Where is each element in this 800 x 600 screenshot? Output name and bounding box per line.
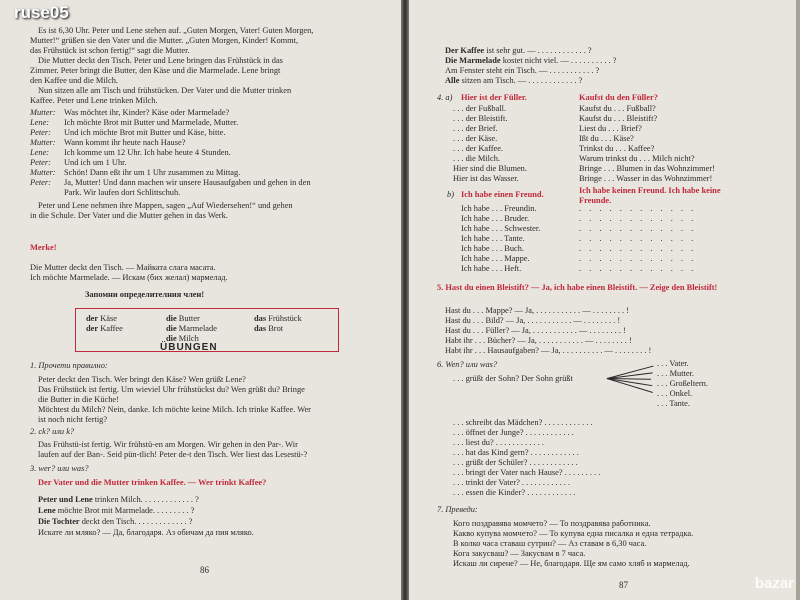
- exercise-line: Peter und Lene trinken Milch. . . . . . . . . . . . . ?: [38, 495, 199, 504]
- blank-dots: . . . . . . . . . . . .: [579, 254, 697, 263]
- exercise-line: . . . der Fußball.: [453, 104, 507, 113]
- page-edge: [796, 0, 800, 600]
- dialog-line: Ich komme um 12 Uhr. Ich habe heute 4 Stunden.: [64, 148, 231, 157]
- exercise-head: 5. Hast du einen Bleistift? — Ja, ich habe einen Bleistift. — Zeige den Bleistift!: [437, 283, 718, 292]
- article: das: [254, 314, 267, 323]
- merke-title: Merke!: [30, 243, 57, 252]
- noun: Milch: [178, 334, 199, 343]
- exercise-line: Какво купува момчето? — То купува една писалка и една тетрадка.: [453, 529, 694, 538]
- speaker: Mutter:: [30, 138, 56, 147]
- exercise-line: die Butter in die Küche!: [38, 395, 119, 404]
- exercise-line: Искаш ли сирене? — Не, благодаря. Ще ям само хляб и мармелад.: [453, 559, 690, 568]
- exercise-line: Möchtest du Milch? Nein, danke. Ich möchte keine Milch. Ich trinke Kaffee. Wer: [38, 405, 311, 414]
- dialog-line: Und ich um 1 Uhr.: [64, 158, 127, 167]
- exercise-line: Ich habe . . . Buch.: [461, 244, 525, 253]
- dialog-line: Wann kommt ihr heute nach Hause?: [64, 138, 186, 147]
- exercise-head: Hier ist der Füller.: [461, 93, 527, 102]
- exercise-line: . . . der Brief.: [453, 124, 498, 133]
- article: die: [166, 324, 177, 333]
- exercise-line: Das Frühstück ist fertig. Um wieviel Uhr frühstückst du? Wen grüßt du? Bringe: [38, 385, 305, 394]
- exercise-line: Bringe . . . Wasser in das Wohnzimmer!: [579, 174, 713, 183]
- exercise-line: Kaufst du . . . Fußball?: [579, 104, 656, 113]
- exercise-line: . . . essen die Kinder? . . . . . . . . . . . .: [453, 488, 576, 497]
- article-title: Запомни определителния член!: [85, 290, 205, 299]
- watermark: ruse05: [14, 3, 69, 22]
- exercise-title: 1. Прочети правилно:: [30, 361, 108, 370]
- exercise-line: Kaufst du . . . Bleistift?: [579, 114, 658, 123]
- exercise-line: Alle sitzen am Tisch. — . . . . . . . . . . . . ?: [445, 76, 583, 85]
- exercise-line: . . . öffnet der Junge? . . . . . . . . . . . .: [453, 428, 574, 437]
- dialog-line: Ich möchte Brot mit Butter und Marmelade, Mutter.: [64, 118, 239, 127]
- exercise-line: . . . grüßt der Schüler? . . . . . . . . . . . .: [453, 458, 578, 467]
- exercise-line: Peter deckt den Tisch. Wer bringt den Käse? Wen grüßt Lene?: [38, 375, 246, 384]
- text-line: Nun sitzen alle am Tisch und frühstücken. Der Vater und die Mutter trinken: [38, 86, 292, 95]
- exercise-label: 4. a): [437, 93, 453, 102]
- exercise-line: Ich habe . . . Heft.: [461, 264, 522, 273]
- exercise-line: Der Kaffee ist sehr gut. — . . . . . . . . . . . . ?: [445, 46, 592, 55]
- exercise-title: 3. wer? или was?: [30, 464, 89, 473]
- exercise-line: . . . der Bleistift.: [453, 114, 508, 123]
- speaker: Mutter:: [30, 108, 56, 117]
- merke-line: Die Mutter deckt den Tisch. — Майката слага масата.: [30, 263, 216, 272]
- merke-line: Ich möchte Marmelade. — Искам (бих желал) мармелад.: [30, 273, 228, 282]
- text-line: Kaffee. Peter und Lene trinken Milch.: [30, 96, 158, 105]
- text-line: den Kaffee und die Milch.: [30, 76, 118, 85]
- book-spine: [401, 0, 409, 600]
- article: der: [86, 314, 99, 323]
- exercise-line: В колко часа ставаш сутрин? — Аз ставам в 6,30 часа.: [453, 539, 647, 548]
- text-line: Die Mutter deckt den Tisch. Peter und Lene bringen das Frühstück in das: [38, 56, 283, 65]
- exercise-line: . . . liest du? . . . . . . . . . . . .: [453, 438, 544, 447]
- blank-dots: . . . . . . . . . . . .: [579, 224, 697, 233]
- exercise-line: . . . der Käse.: [453, 134, 498, 143]
- exercise-line: Am Fenster steht ein Tisch. — . . . . . . . . . . . ?: [445, 66, 600, 75]
- noun: Frühstück: [268, 314, 302, 323]
- blank-dots: . . . . . . . . . . . .: [579, 214, 697, 223]
- fan-target: . . . Vater.: [657, 359, 689, 368]
- text-line: in die Schule. Der Vater und die Mutter gehen in das Werk.: [30, 211, 228, 220]
- exercise-line: Die Marmelade kostet nicht viel. — . . . . . . . . . . ?: [445, 56, 617, 65]
- fan-target: . . . Tante.: [657, 399, 690, 408]
- right-page: [409, 0, 800, 600]
- blank-dots: . . . . . . . . . . . .: [579, 244, 697, 253]
- fan-target: . . . Onkel.: [657, 389, 693, 398]
- noun: Butter: [178, 314, 200, 323]
- noun: Marmelade: [178, 324, 217, 333]
- exercise-line: . . . trinkt der Vater? . . . . . . . . . . . .: [453, 478, 571, 487]
- exercise-line: Bringe . . . Blumen in das Wohnzimmer!: [579, 164, 715, 173]
- exercise-line: . . . hat das Kind gern? . . . . . . . . . . . .: [453, 448, 579, 457]
- exercise-line: Ich habe . . . Bruder.: [461, 214, 530, 223]
- exercise-line: Hast du . . . Bild? — Ja, . . . . . . . . . . . — . . . . . . . . !: [445, 316, 621, 325]
- exercise-head: Kaufst du den Füller?: [579, 93, 658, 102]
- exercise-line: Die Tochter deckt den Tisch. . . . . . . . . . . . . ?: [38, 517, 193, 526]
- noun: Käse: [100, 314, 117, 323]
- speaker: Peter:: [30, 158, 51, 167]
- exercise-line: . . . die Milch.: [453, 154, 500, 163]
- article: das: [254, 324, 267, 333]
- exercise-line: Habt ihr . . . Bücher? — Ja, . . . . . . . . . . . — . . . . . . . . !: [445, 336, 632, 345]
- text-line: Mutter!“ grüßen sie den Vater und die Mutter. „Guten Morgen, Kinder! Kommt,: [30, 36, 299, 45]
- exercise-line: Liest du . . . Brief?: [579, 124, 642, 133]
- exercise-line: Habt ihr . . . Hausaufgaben? — Ja, . . . . . . . . . . — . . . . . . . . !: [445, 346, 652, 355]
- noun: Kaffee: [100, 324, 123, 333]
- exercise-line: ist noch nicht fertig?: [38, 415, 108, 424]
- noun: Brot: [268, 324, 284, 333]
- speaker: Mutter:: [30, 168, 56, 177]
- page-number: 86: [200, 565, 209, 575]
- exercise-head: 6. Wen? или was?: [437, 360, 498, 369]
- exercise-line: Кога закусваш? — Закусвам в 7 часа.: [453, 549, 586, 558]
- exercise-stem: . . . grüßt der Sohn? Der Sohn grüßt: [453, 374, 573, 383]
- exercise-line: Ich habe . . . Schwester.: [461, 224, 541, 233]
- page-number: 87: [619, 580, 628, 590]
- exercise-line: Hier sind die Blumen.: [453, 164, 527, 173]
- text-line: Es ist 6,30 Uhr. Peter und Lene stehen auf. „Guten Morgen, Vater! Guten Morgen,: [38, 26, 314, 35]
- speaker: Peter:: [30, 128, 51, 137]
- exercise-example: Der Vater und die Mutter trinken Kaffee. — Wer trinkt Kaffee?: [38, 478, 267, 487]
- exercise-line: Кого поздравява момчето? — То поздравява работника.: [453, 519, 651, 528]
- watermark-bottom: bazar: [754, 575, 794, 592]
- exercise-line: Hier ist das Wasser.: [453, 174, 519, 183]
- exercise-line: Das Frühstü-ist fertig. Wir frühstü-en am Morgen. Wir gehen in den Par-. Wir: [38, 440, 298, 449]
- exercise-line: Искате ли мляко? — Да, благодаря. Аз обичам да пия мляко.: [38, 528, 254, 537]
- dialog-line: Ja, Mutter! Und dann machen wir unsere Hausaufgaben und gehen in den: [64, 178, 311, 187]
- exercise-line: Ich habe . . . Freundin.: [461, 204, 537, 213]
- blank-dots: . . . . . . . . . . . .: [579, 264, 697, 273]
- exercise-head: Ich habe keinen Freund. Ich habe keine Freunde.: [579, 186, 721, 205]
- exercise-title: 2. ck? или k?: [30, 427, 75, 436]
- article: die: [166, 314, 177, 323]
- exercise-line: . . . bringt der Vater nach Hause? . . . . . . . . .: [453, 468, 601, 477]
- dialog-line: Schön! Dann eßt ihr um 1 Uhr zusammen zu Mittag.: [64, 168, 241, 177]
- text-line: das Frühstück ist schon fertig!“ sagt die Mutter.: [30, 46, 190, 55]
- exercise-head: 7. Преведи:: [437, 505, 478, 514]
- fan-target: . . . Großeltern.: [657, 379, 708, 388]
- exercise-label: b): [447, 190, 454, 199]
- exercise-line: Ißt du . . . Käse?: [579, 134, 634, 143]
- blank-dots: . . . . . . . . . . . .: [579, 234, 697, 243]
- exercise-line: Warum trinkst du . . . Milch nicht?: [579, 154, 695, 163]
- exercise-line: Trinkst du . . . Kaffee?: [579, 144, 655, 153]
- text-line: Peter und Lene nehmen ihre Mappen, sagen „Auf Wiedersehen!“ und gehen: [38, 201, 293, 210]
- dialog-line: Park. Wir laufen dort Schlittschuh.: [64, 188, 181, 197]
- ubungen-heading: ÜBUNGEN: [160, 342, 218, 353]
- exercise-line: Hast du . . . Mappe? — Ja, . . . . . . . . . . . — . . . . . . . . !: [445, 306, 629, 315]
- speaker: Peter:: [30, 178, 51, 187]
- dialog-line: Was möchtet ihr, Kinder? Käse oder Marmelade?: [64, 108, 230, 117]
- dialog-line: Und ich möchte Brot mit Butter und Käse, bitte.: [64, 128, 226, 137]
- exercise-head: Ich habe einen Freund.: [461, 190, 544, 199]
- exercise-line: Ich habe . . . Tante.: [461, 234, 525, 243]
- exercise-line: laufen auf der Ban-. Seid pün-tlich! Peter de-t den Tisch. Wer liest das Lesestü-?: [38, 450, 308, 459]
- article: der: [86, 324, 99, 333]
- text-line: Zimmer. Peter bringt die Butter, den Käse und die Marmelade. Lene bringt: [30, 66, 281, 75]
- blank-dots: . . . . . . . . . . . .: [579, 204, 697, 213]
- exercise-line: . . . der Kaffee.: [453, 144, 504, 153]
- article: die: [166, 334, 177, 343]
- exercise-line: . . . schreibt das Mädchen? . . . . . . . . . . . .: [453, 418, 593, 427]
- exercise-line: Ich habe . . . Mappe.: [461, 254, 530, 263]
- speaker: Lene:: [30, 118, 50, 127]
- exercise-line: Lene möchte Brot mit Marmelade. . . . . . . . . ?: [38, 506, 195, 515]
- exercise-line: Hast du . . . Füller? — Ja, . . . . . . . . . . . — . . . . . . . . !: [445, 326, 626, 335]
- speaker: Lene:: [30, 148, 50, 157]
- fan-target: . . . Mutter.: [657, 369, 694, 378]
